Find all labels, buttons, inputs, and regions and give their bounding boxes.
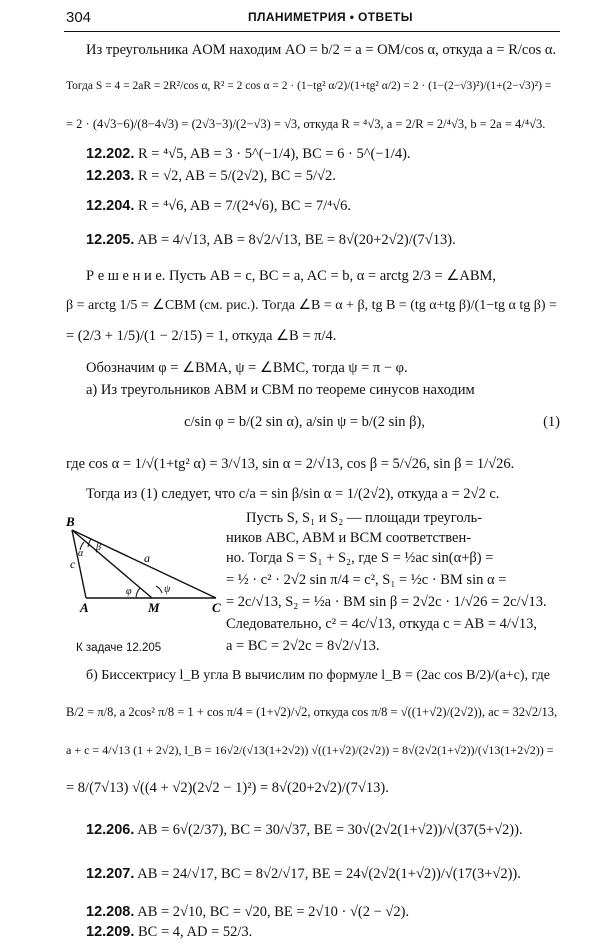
text-line: = 8/(7√13) √((4 + √2)(2√2 − 1)²) = 8√(20+2√2)/(7√13). <box>66 780 389 796</box>
text-line: Следовательно, c² = 4c/√13, откуда c = AB = 4/√13, <box>226 616 538 632</box>
answer-text: AB = 4/√13, AB = 8√2/√13, BE = 8√(20+2√2)/(7√13). <box>137 232 456 248</box>
answer-number: 12.208. <box>86 904 135 920</box>
answer-number: 12.207. <box>86 866 135 882</box>
angle-psi-arc <box>156 586 162 593</box>
answer-text: AB = 6√(2/37), BC = 30/√37, BE = 30√(2√2(1+√2))/√(37(5+√2)). <box>137 822 523 838</box>
text-line: где cos α = 1/√(1+tg² α) = 3/√13, sin α = 2/√13, cos β = 5/√26, sin β = 1/√26. <box>66 456 515 472</box>
text-line: ников ABC, ABM и BCM соответствен- <box>226 530 472 546</box>
answer-line <box>66 146 560 164</box>
answer-text: R = √2, AB = 5/(2√2), BC = 5/√2. <box>138 168 336 184</box>
text-line: B/2 = π/8, а 2cos² π/8 = 1 + cos π/4 = (1+√2)/√2, откуда cos π/8 = √((1+√2)/(2√2)), ac = 32√2/13, <box>66 705 558 719</box>
answer-text: BC = 4, AD = 52/3. <box>138 924 253 940</box>
answer-line <box>66 190 560 224</box>
text-line: a + c = 4/√13 (1 + 2√2), l_B = 16√2/(√13(1+2√2)) √((1+√2)/(2√2)) = 8√(2√2(1+√2))/(√13(1+2√2)) = <box>66 743 554 757</box>
text-line: но. Тогда S = S₁ + S₂, где S = ½ac sin(α+β) = <box>226 550 494 566</box>
answer-text: AB = 24/√17, BC = 8√2/√17, BE = 24√(2√2(1+√2))/√(17(3+√2)). <box>137 866 521 882</box>
equation: c/sin φ = b/(2 sin α), a/sin ψ = b/(2 sin β), <box>184 414 425 430</box>
answer-line <box>66 224 560 260</box>
solution-line: Р е ш е н и е. Пусть AB = c, BC = a, AC = b, α = arctg 2/3 = ∠ABM, <box>86 268 497 284</box>
point-m-label: M <box>148 600 160 615</box>
equation-tag: (1) <box>543 414 560 430</box>
triangle-diagram <box>66 510 226 642</box>
answer-number: 12.206. <box>86 822 135 838</box>
text-line: Обозначим φ = ∠BMA, ψ = ∠BMC, тогда ψ = π − φ. <box>86 360 408 376</box>
answer-line <box>66 924 560 944</box>
side-c-label: c <box>70 557 76 571</box>
answer-text: AB = 2√10, BC = √20, BE = 2√10 · √(2 − √2). <box>137 904 410 920</box>
answer-line <box>66 858 560 900</box>
figure-caption: К задаче 12.205 <box>76 642 162 654</box>
answer-line <box>66 814 560 858</box>
text-line: Тогда S = 4 = 2aR = 2R²/cos α, R² = 2 cos α = 2 · (1−tg² α/2)/(1+tg² α/2) = 2 · (1−(2−√3)²)/(1+(2−√3)²) = <box>66 80 552 92</box>
answer-number: 12.204. <box>86 198 135 214</box>
page-body <box>66 36 560 944</box>
equation-line <box>66 400 560 446</box>
text-line: Пусть S, S₁ и S₂ — площади треуголь- <box>246 510 483 526</box>
vertex-b-label: B <box>66 514 75 529</box>
angle-phi-arc <box>136 588 140 598</box>
answer-line <box>66 164 560 190</box>
figure-row <box>66 510 560 662</box>
running-title: ПЛАНИМЕТРИЯ • ОТВЕТЫ <box>248 10 413 24</box>
answer-text: R = ⁴√6, AB = 7/(2⁴√6), BC = 7/⁴√6. <box>138 198 352 214</box>
page-header <box>0 6 600 30</box>
angle-alpha-label: α <box>78 548 84 559</box>
header-rule <box>64 31 560 32</box>
text-line: а) Из треугольников ABM и CBM по теореме синусов находим <box>86 382 475 398</box>
figure <box>66 510 226 654</box>
answer-number: 12.202. <box>86 146 135 162</box>
angle-phi-label: φ <box>126 586 132 597</box>
answer-number: 12.203. <box>86 168 135 184</box>
text-line: = ½ · c² · 2√2 sin π/4 = c², S₁ = ½c · BM sin α = <box>226 572 507 588</box>
text-line: β = arctg 1/5 = ∠CBM (см. рис.). Тогда ∠B = α + β, tg B = (tg α+tg β)/(1−tg α tg β) = <box>66 298 557 313</box>
text-line: б) Биссектрису l_B угла B вычислим по формуле l_B = (2ac cos B/2)/(a+c), где <box>86 668 550 683</box>
text-line: = (2/3 + 1/5)/(1 − 2/15) = 1, откуда ∠B = π/4. <box>66 328 337 344</box>
text-line: a = BC = 2√2c = 8√2/√13. <box>226 638 380 654</box>
answer-line <box>66 900 560 924</box>
text-line: Тогда из (1) следует, что c/a = sin β/sin α = 1/(2√2), откуда a = 2√2 c. <box>86 486 500 502</box>
side-a-label: a <box>144 551 150 565</box>
text-line: = 2 · (4√3−6)/(8−4√3) = (2√3−3)/(2−√3) = √3, откуда R = ⁴√3, a = 2/R = 2/⁴√3, b = 2a = 4/⁴√3. <box>66 117 546 131</box>
answer-number: 12.209. <box>86 924 135 940</box>
figure-side-text <box>226 510 560 660</box>
text-line: Из треугольника AOM находим AO = b/2 = a = OM/cos α, откуда a = R/cos α. <box>86 42 557 58</box>
angle-beta-label: β <box>96 542 101 553</box>
page-number: 304 <box>66 9 92 26</box>
text-line: = 2c/√13, S₂ = ½a · BM sin β = 2√2c · 1/√26 = 2c/√13. <box>226 594 547 610</box>
vertex-a-label: A <box>80 600 89 615</box>
angle-psi-label: ψ <box>164 584 171 595</box>
answer-text: R = ⁴√5, AB = 3 · 5^(−1/4), BC = 6 · 5^(−1/4). <box>138 146 411 162</box>
vertex-c-label: C <box>212 600 221 615</box>
answer-number: 12.205. <box>86 232 135 248</box>
